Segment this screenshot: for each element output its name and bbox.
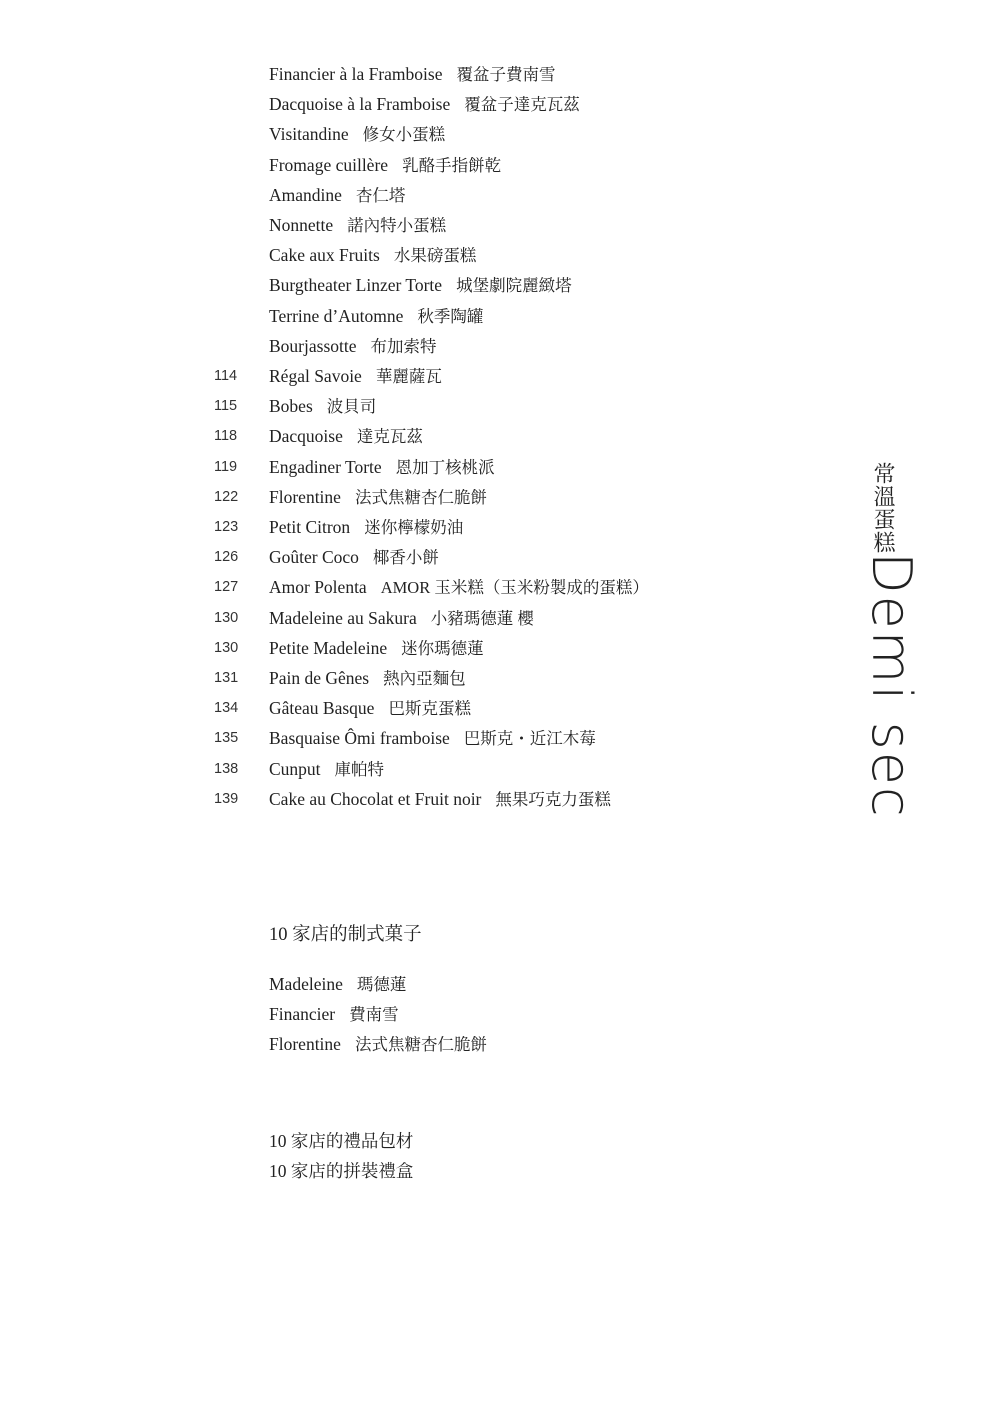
entry-title-fr: Gâteau Basque bbox=[269, 698, 375, 719]
entry-title-zh: 諾內特小蛋糕 bbox=[347, 216, 447, 235]
entry-title-fr: Régal Savoie bbox=[269, 366, 362, 386]
entry-title-zh: 椰香小餅 bbox=[372, 548, 439, 568]
toc-entry bbox=[0, 754, 760, 784]
entry-title bbox=[269, 240, 476, 271]
toc-entry bbox=[0, 391, 760, 421]
entry-title-fr: Dacquoise à la Framboise bbox=[269, 94, 451, 115]
entry-title-zh: AMOR 玉米糕（玉米粉製成的蛋糕） bbox=[380, 578, 649, 598]
entry-title-zh: 庫帕特 bbox=[334, 759, 385, 779]
entry-title-zh: 水果磅蛋糕 bbox=[393, 246, 477, 266]
entry-title-zh: 瑪德蓮 bbox=[356, 975, 407, 994]
page-number-secondary: 131 bbox=[214, 670, 239, 686]
toc-entry bbox=[0, 150, 760, 180]
toc-entry bbox=[0, 421, 760, 451]
entry-title-fr: Visitandine bbox=[269, 124, 349, 145]
toc-entry bbox=[0, 452, 760, 482]
page-number-secondary: 135 bbox=[214, 730, 239, 747]
entry-title bbox=[269, 301, 483, 332]
page-number-secondary: 127 bbox=[214, 579, 239, 596]
entry-title-zh: 法式焦糖杏仁脆餅 bbox=[354, 487, 487, 507]
entry-title bbox=[269, 89, 580, 120]
entry-title bbox=[269, 572, 649, 603]
side-title-zh: 常溫蛋糕 bbox=[870, 462, 895, 554]
entry-title-fr: Dacquoise bbox=[269, 426, 343, 447]
entry-title-zh: 華麗薩瓦 bbox=[375, 367, 442, 386]
page-number-secondary: 123 bbox=[214, 519, 239, 535]
side-title-en: Demi sec bbox=[860, 552, 923, 819]
toc-entry bbox=[0, 59, 760, 89]
page-number-secondary: 115 bbox=[214, 398, 238, 415]
toc-entry bbox=[0, 542, 760, 572]
entry-title-fr: Goûter Coco bbox=[269, 547, 359, 568]
entry-title-fr: Basquaise Ômi framboise bbox=[269, 728, 450, 749]
entry-title bbox=[269, 391, 376, 422]
entry-title-zh: 費南雪 bbox=[349, 1005, 399, 1024]
entry-title bbox=[269, 119, 445, 150]
toc-entry bbox=[0, 270, 760, 300]
entry-title bbox=[269, 784, 611, 815]
entry-title-fr: Engadiner Torte bbox=[269, 456, 382, 477]
entry-title-zh: 達克瓦茲 bbox=[356, 427, 423, 447]
entry-title-zh: 巴斯克蛋糕 bbox=[388, 699, 471, 719]
toc-entry bbox=[0, 999, 760, 1029]
entry-title bbox=[269, 603, 534, 634]
entry-title bbox=[269, 59, 556, 90]
entry-title bbox=[269, 693, 471, 724]
entry-title-zh: 覆盆子費南雪 bbox=[456, 65, 556, 84]
entry-title-fr: Amandine bbox=[269, 184, 342, 205]
entry-title bbox=[269, 1156, 413, 1186]
toc-entry bbox=[0, 969, 760, 999]
toc-entry bbox=[0, 784, 760, 814]
entry-title-fr: Financier à la Framboise bbox=[269, 64, 443, 84]
entry-title-fr: Fromage cuillère bbox=[269, 154, 389, 175]
entry-title-fr: Florentine bbox=[269, 1034, 341, 1054]
page-number-secondary: 134 bbox=[214, 700, 239, 717]
toc-entry bbox=[0, 301, 760, 331]
entry-title-zh: 迷你檸檬奶油 bbox=[364, 518, 464, 537]
toc-entry bbox=[0, 603, 760, 633]
toc-entry bbox=[0, 572, 760, 602]
entry-title-fr: Amor Polenta bbox=[269, 577, 367, 598]
toc-entry bbox=[0, 723, 760, 753]
entry-title bbox=[269, 331, 437, 362]
toc-entry bbox=[0, 119, 760, 149]
entry-title-zh: 修女小蛋糕 bbox=[362, 125, 446, 145]
page-number-secondary: 118 bbox=[214, 428, 238, 445]
entry-title-zh: 覆盆子達克瓦茲 bbox=[464, 95, 580, 115]
toc-entry bbox=[0, 512, 760, 542]
page-number-secondary: 119 bbox=[214, 458, 238, 475]
entry-title bbox=[269, 754, 384, 785]
entry-title-zh: 布加索特 bbox=[370, 336, 437, 356]
entry-title-zh: 無果巧克力蛋糕 bbox=[495, 789, 611, 809]
entry-title bbox=[269, 542, 439, 573]
toc-entry bbox=[0, 210, 760, 240]
entry-title-fr: Financier bbox=[269, 1004, 336, 1024]
entry-title bbox=[269, 969, 406, 1000]
toc-entry bbox=[0, 240, 760, 270]
toc-entry bbox=[0, 180, 760, 210]
entry-title bbox=[269, 452, 495, 483]
page-number-secondary: 138 bbox=[214, 760, 239, 777]
entry-title-zh: 波貝司 bbox=[326, 397, 377, 417]
page-number-secondary: 130 bbox=[214, 639, 239, 656]
toc-entry bbox=[0, 361, 760, 391]
entry-title bbox=[269, 210, 446, 241]
entry-title-fr: Pain de Gênes bbox=[269, 668, 370, 688]
page-number-secondary: 114 bbox=[214, 368, 238, 384]
entry-title bbox=[269, 723, 596, 754]
entry-title-zh: 秋季陶罐 bbox=[417, 306, 484, 326]
entry-title bbox=[269, 361, 442, 392]
section-heading: 10 家店的制式菓子 bbox=[269, 925, 422, 945]
entry-title-fr: Cunput bbox=[269, 758, 321, 779]
entry-title-fr: Madeleine au Sakura bbox=[269, 607, 417, 628]
entry-title-fr: Bobes bbox=[269, 396, 313, 417]
toc-entry bbox=[0, 1029, 760, 1059]
entry-title bbox=[269, 663, 466, 694]
entry-title-fr: Burgtheater Linzer Torte bbox=[269, 275, 443, 296]
entry-title bbox=[269, 180, 405, 211]
entry-title-fr: Nonnette bbox=[269, 215, 334, 235]
entry-title-zh: 小豬瑪德蓮 櫻 bbox=[430, 608, 534, 628]
toc-entry bbox=[0, 1126, 760, 1156]
entry-title bbox=[269, 999, 399, 1030]
entry-title bbox=[269, 633, 484, 664]
entry-title-zh: 恩加丁核桃派 bbox=[395, 457, 495, 477]
entry-title-zh: 巴斯克・近江木莓 bbox=[463, 729, 596, 749]
entry-title bbox=[269, 482, 487, 513]
entry-text: 10 家店的拼裝禮盒 bbox=[269, 1161, 414, 1181]
entry-title-zh: 乳酪手指餅乾 bbox=[402, 155, 502, 175]
toc-entry bbox=[0, 633, 760, 663]
toc-entry bbox=[0, 482, 760, 512]
entry-title-fr: Cake aux Fruits bbox=[269, 245, 380, 266]
toc-entry bbox=[0, 1156, 760, 1186]
entry-title-fr: Terrine d’Automne bbox=[269, 305, 404, 326]
toc-entry bbox=[0, 331, 760, 361]
entry-title-fr: Petite Madeleine bbox=[269, 637, 388, 658]
page-number-secondary: 122 bbox=[214, 488, 239, 505]
entry-title-zh: 城堡劇院麗緻塔 bbox=[456, 276, 572, 296]
page-number-secondary: 130 bbox=[214, 609, 239, 626]
entry-text: 10 家店的禮品包材 bbox=[269, 1131, 414, 1151]
toc-entry bbox=[0, 663, 760, 693]
entry-title-fr: Bourjassotte bbox=[269, 335, 357, 356]
entry-title bbox=[269, 270, 572, 301]
entry-title bbox=[269, 512, 463, 543]
entry-title-zh: 法式焦糖杏仁脆餅 bbox=[354, 1035, 487, 1054]
page-number-secondary: 139 bbox=[214, 790, 239, 807]
entry-title-fr: Madeleine bbox=[269, 974, 343, 994]
toc-entry bbox=[0, 89, 760, 119]
entry-title-fr: Cake au Chocolat et Fruit noir bbox=[269, 788, 482, 809]
page-number-secondary: 126 bbox=[214, 549, 239, 566]
entry-title-fr: Petit Citron bbox=[269, 517, 351, 537]
entry-title bbox=[269, 1126, 413, 1156]
entry-title-zh: 迷你瑪德蓮 bbox=[401, 638, 484, 658]
entry-title bbox=[269, 1029, 487, 1060]
entry-title bbox=[269, 150, 501, 181]
entry-title-fr: Florentine bbox=[269, 486, 341, 507]
entry-title-zh: 杏仁塔 bbox=[355, 185, 406, 205]
entry-title-zh: 熱內亞麵包 bbox=[383, 669, 466, 688]
toc-entry bbox=[0, 693, 760, 723]
entry-title bbox=[269, 421, 423, 452]
